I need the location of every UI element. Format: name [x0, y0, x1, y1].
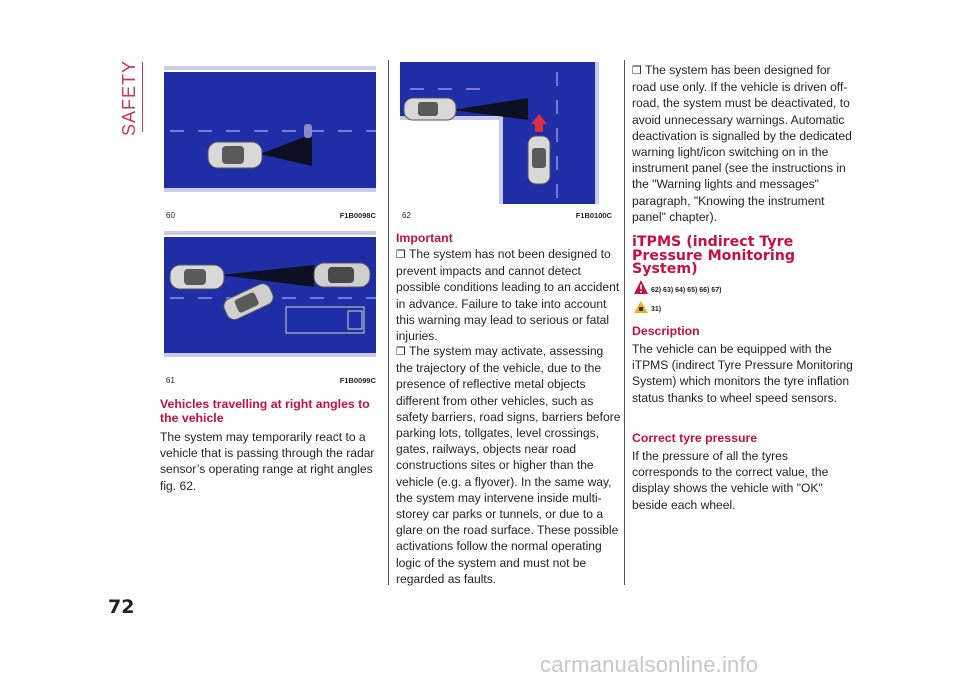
figure-61-image	[164, 229, 376, 369]
note-references	[634, 301, 661, 313]
correct-pressure-paragraph: If the pressure of all the tyres corresponds to the correct value, the display shows the vehicle with "OK" beside each wheel.	[632, 449, 829, 512]
bullet-square-icon: ❒	[396, 249, 406, 261]
figure-62-image	[400, 62, 613, 204]
warning-references	[634, 280, 721, 294]
figure-61-code: F1B0099C	[339, 376, 376, 385]
itpms-title: iTPMS (indirect Tyre Pressure Monitoring System)	[632, 234, 796, 277]
bullet-square-icon: ❒	[632, 65, 642, 77]
section-label: SAFETY	[119, 59, 139, 136]
heading-right-angles: Vehicles travelling at right angles to the vehicle	[160, 397, 370, 425]
figure-60-number: 60	[166, 211, 175, 220]
important-bullet-2	[396, 343, 622, 587]
bullet-text: The system has not been designed to prevent impacts and cannot detect possible conditions leading to an accident in advance. Failure to take into account this warning may lead to serious or fatal injuries.	[396, 247, 620, 344]
figure-60-image	[164, 62, 376, 204]
right-angles-paragraph: The system may temporarily react to a vehicle that is passing through the radar sensor’s operating range at right angles fig. 62.	[160, 430, 375, 493]
description-paragraph: The vehicle can be equipped with the iTPMS (indirect Tyre Pressure Monitoring System) which monitors the tyre inflation status thanks to wheel speed sensors.	[632, 342, 853, 405]
bullet-text: The system may activate, assessing the trajectory of the vehicle, due to the presence of reflective metal objects different from other vehicles, such as safety barriers, road signs, barriers before parking lots, tollgates, level crossings, gates, railways, objects near road constructions sites or higher than the vehicle (e.g. a flyover). In the same way, the system may intervene inside multi-storey car parks or tunnels, or due to a glare on the road surface. These possible activations follow the normal operating logic of the system and must not be regarded as faults.	[396, 344, 621, 586]
figure-62-code: F1B0100C	[575, 211, 612, 220]
column-divider-2	[624, 60, 625, 585]
column-divider-1	[388, 60, 389, 585]
offroad-bullet	[632, 62, 854, 225]
heading-correct-pressure: Correct tyre pressure	[632, 431, 758, 445]
bullet-text: The system has been designed for road use only. If the vehicle is driven off-road, the system must be deactivated, to avoid unnecessary warnings. Automatic deactivation is signalled by the dedicated warning light/icon switching on in the instrument panel (see the instructions in the "Warning lights and messages" paragraph, "Knowing the instrument panel" chapter).	[632, 63, 852, 224]
section-rule	[142, 62, 143, 132]
caution-hand-icon	[634, 301, 648, 313]
warning-triangle-icon	[634, 280, 648, 294]
figure-62-number: 62	[402, 211, 411, 220]
heading-important: Important	[396, 231, 453, 245]
figure-61-number: 61	[166, 376, 175, 385]
page-number: 72	[108, 596, 135, 618]
heading-description: Description	[632, 324, 700, 338]
figure-60-code: F1B0098C	[339, 211, 376, 220]
note-refs-text: 31)	[651, 306, 662, 313]
warning-refs-text: 62) 63) 64) 65) 66) 67)	[651, 287, 722, 294]
watermark-text: carmanualsonline.info	[540, 652, 759, 677]
bullet-square-icon: ❒	[396, 346, 406, 358]
important-bullet-1	[396, 246, 622, 344]
